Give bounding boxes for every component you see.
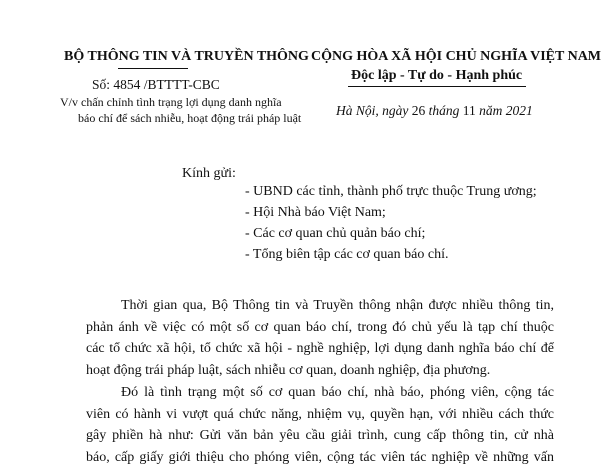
motto-underline <box>348 86 526 87</box>
greeting: Kính gửi: <box>182 166 236 182</box>
place-and-date <box>336 103 533 119</box>
recipient-item: - UBND các tỉnh, thành phố trực thuộc Trung ương; <box>245 184 537 200</box>
subject-line-1: V/v chấn chỉnh tình trạng lợi dụng danh nghĩa <box>60 95 282 110</box>
issuing-organization: BỘ THÔNG TIN VÀ TRUYỀN THÔNG <box>64 49 309 65</box>
paragraph-line: gây phiền hà như: Gửi văn bản yêu cầu giải trình, cung cấp thông tin, cử nhà <box>86 425 554 447</box>
paragraph-line: các tổ chức xã hội, tổ chức xã hội - nghề nghiệp, lợi dụng danh nghĩa báo chí để <box>86 338 554 360</box>
body-paragraph-2 <box>86 382 554 468</box>
date-day: 26 <box>412 103 426 118</box>
date-month-label: tháng <box>425 103 463 118</box>
paragraph-line: Thời gian qua, Bộ Thông tin và Truyền thông nhận được nhiều thông tin, <box>86 295 554 317</box>
paragraph-line: phản ánh về việc có một số cơ quan báo chí, trong đó chủ yếu là tạp chí thuộc <box>86 317 554 339</box>
recipient-item: - Các cơ quan chủ quản báo chí; <box>245 226 425 242</box>
paragraph-line: Đó là tình trạng một số cơ quan báo chí, nhà báo, phóng viên, cộng tác <box>86 382 554 404</box>
recipient-item: - Hội Nhà báo Việt Nam; <box>245 205 386 221</box>
national-title: CỘNG HÒA XÃ HỘI CHỦ NGHĨA VIỆT NAM <box>311 49 601 65</box>
body-paragraph-1 <box>86 295 554 381</box>
date-year: năm 2021 <box>476 103 533 118</box>
recipient-item: - Tổng biên tập các cơ quan báo chí. <box>245 247 448 263</box>
paragraph-line: viên có hành vi vượt quá chức năng, nhiệm vụ, quyền hạn, với nhiều cách thức <box>86 404 554 426</box>
national-motto: Độc lập - Tự do - Hạnh phúc <box>351 68 522 84</box>
paragraph-line: hoạt động trái pháp luật, sách nhiễu cơ quan, doanh nghiệp, địa phương. <box>86 360 554 382</box>
date-prefix: Hà Nội, ngày <box>336 103 412 118</box>
paragraph-line: báo, cấp giấy giới thiệu cho phóng viên, cộng tác viên tác nghiệp về những vấn <box>86 447 554 468</box>
date-month: 11 <box>463 103 476 118</box>
subject-line-2: báo chí để sách nhiễu, hoạt động trái pháp luật <box>78 111 301 126</box>
organization-underline <box>118 68 188 69</box>
document-number: Số: 4854 /BTTTT-CBC <box>92 77 220 93</box>
